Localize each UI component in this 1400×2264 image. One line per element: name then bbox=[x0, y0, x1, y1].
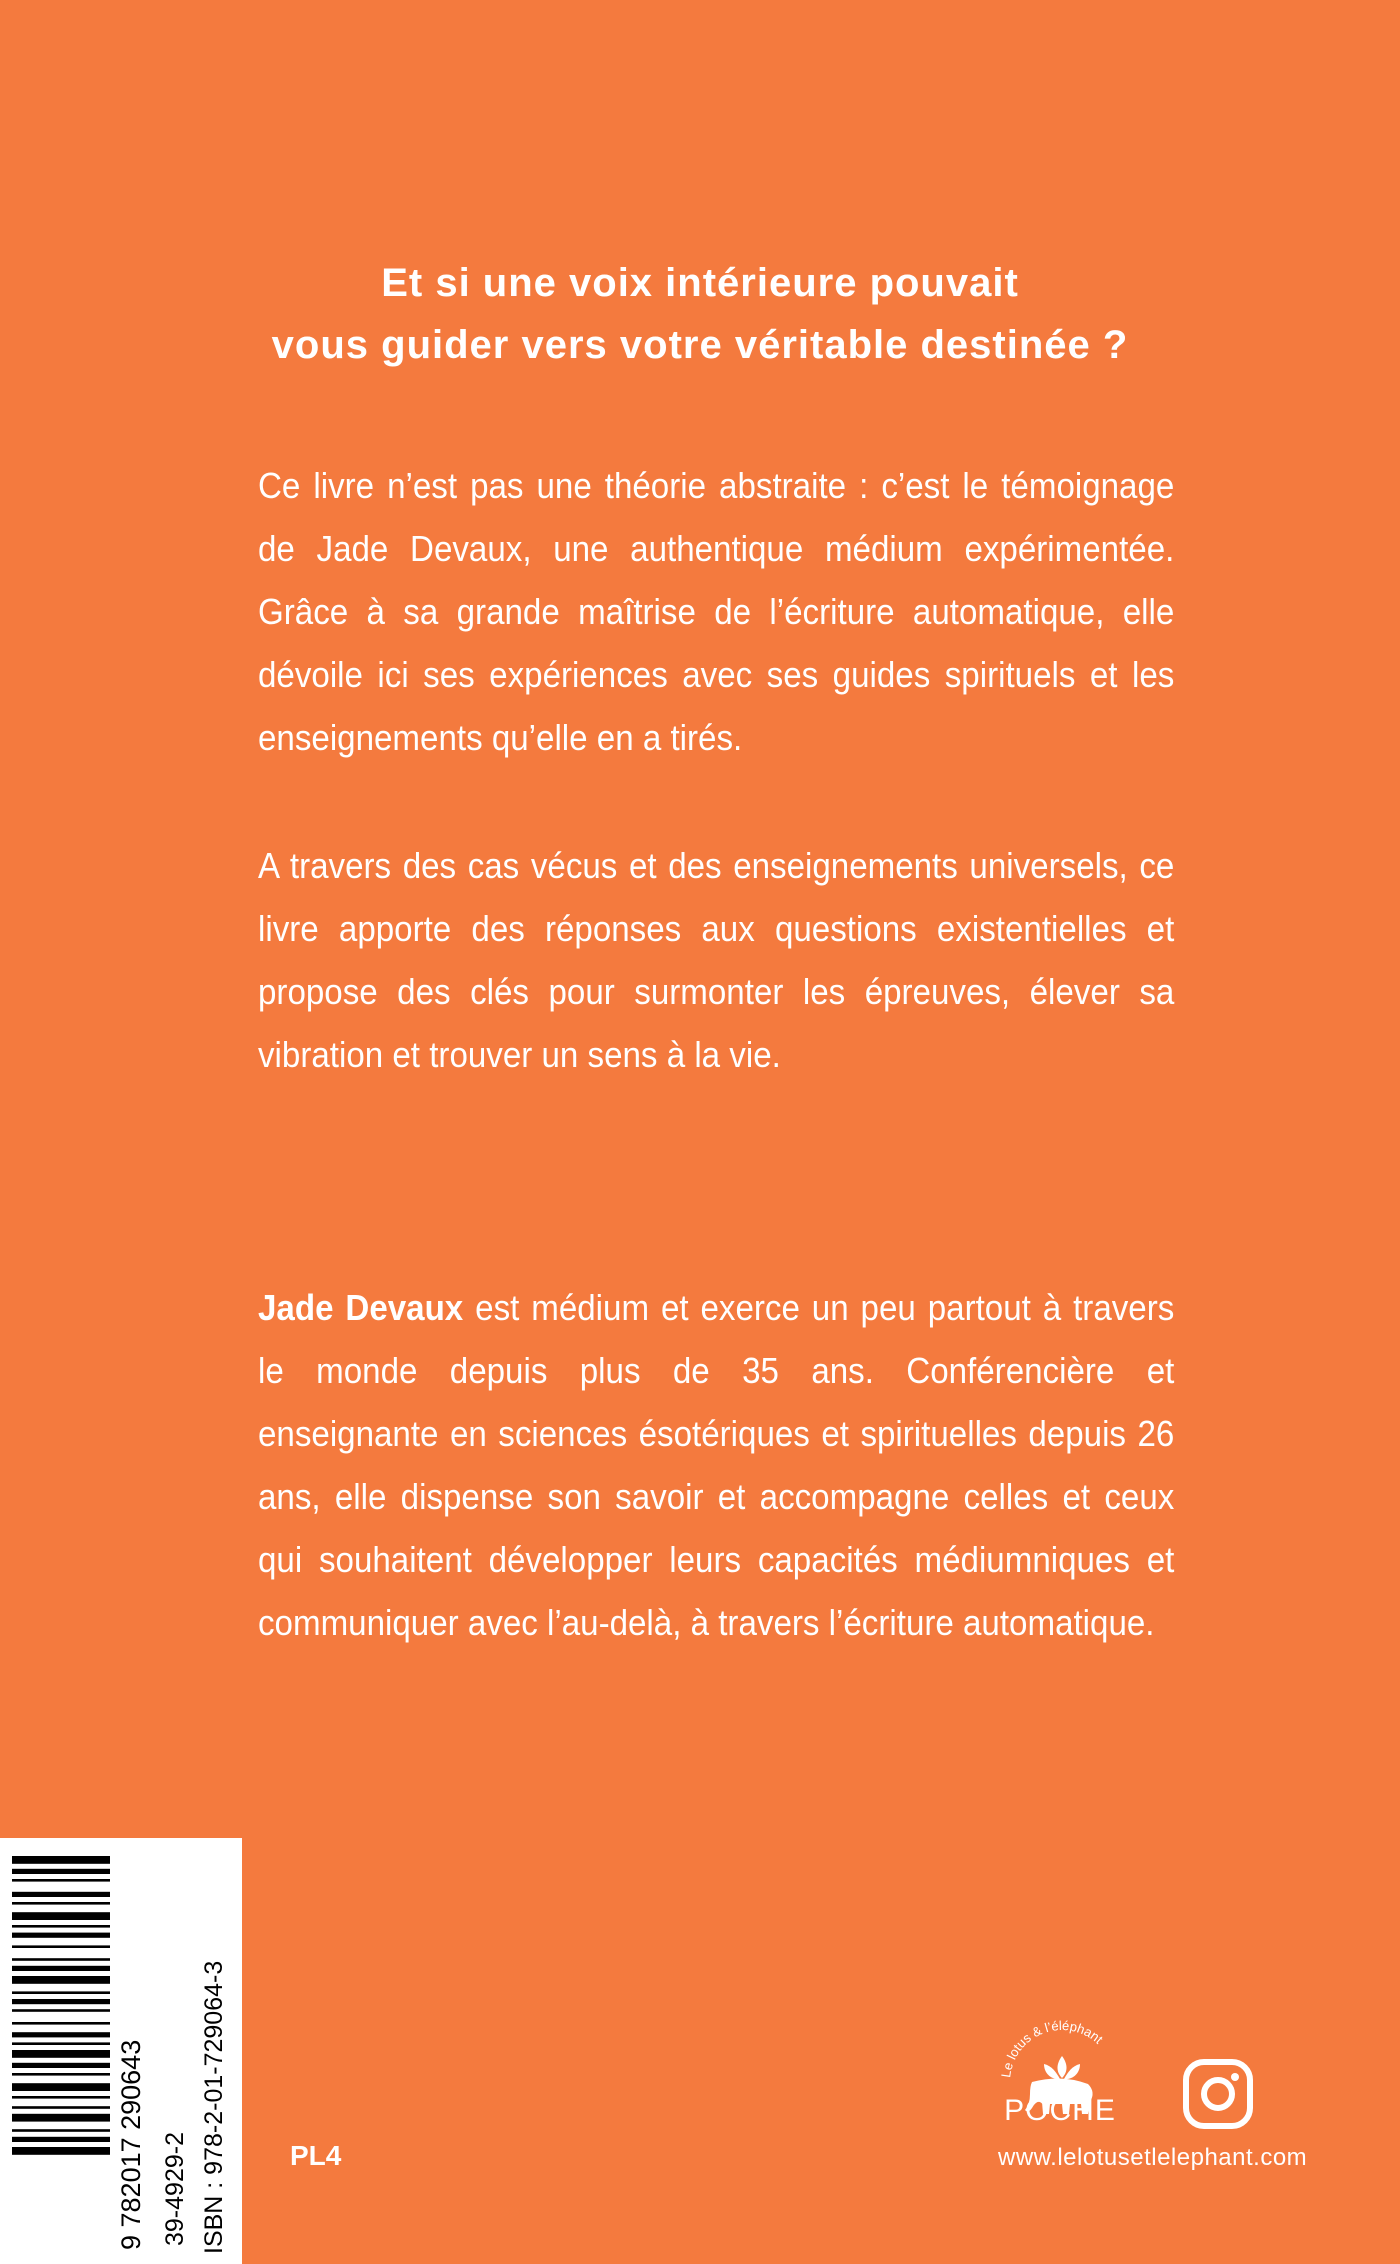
barcode-bars bbox=[12, 1856, 110, 2155]
barcode-bar bbox=[12, 2063, 110, 2068]
barcode-digits: 9 782017 290643 bbox=[116, 2039, 146, 2250]
barcode-bar bbox=[12, 1869, 110, 1874]
barcode-bar bbox=[12, 1933, 110, 1938]
barcode-bar bbox=[12, 2147, 110, 2155]
barcode-bar bbox=[12, 1912, 110, 1920]
barcode-bar bbox=[12, 2022, 110, 2025]
headline-line-1: Et si une voix intérieure pouvait bbox=[381, 261, 1019, 305]
barcode-bar bbox=[12, 2106, 110, 2109]
lotus-icon bbox=[1044, 2056, 1080, 2079]
author-name: Jade Devaux bbox=[258, 1287, 464, 1328]
blurb-paragraph-2: A travers des cas vécus et des enseignements universels, ce livre apporte des réponses aux questions existentielles et propose des clés pour surmonter les épreuves, élever sa vibration et trouver un sens à la vie. bbox=[258, 845, 1175, 1075]
barcode-graphic bbox=[0, 1838, 242, 2264]
barcode-bar bbox=[12, 2073, 110, 2076]
barcode-panel bbox=[0, 1838, 242, 2264]
barcode-bar bbox=[12, 1966, 110, 1971]
imprint-label: POCHE bbox=[1004, 2094, 1116, 2127]
price-code: PL4 bbox=[290, 2140, 342, 2171]
isbn-number: ISBN : 978-2-01-729064-3 bbox=[200, 1960, 228, 2254]
barcode-bar bbox=[12, 1945, 110, 1948]
barcode-bar bbox=[12, 2009, 110, 2012]
instagram-icon[interactable] bbox=[1182, 2058, 1254, 2130]
back-cover-headline bbox=[0, 252, 1400, 376]
barcode-bar bbox=[12, 2137, 110, 2142]
barcode-bar bbox=[12, 1999, 110, 2004]
barcode-bar bbox=[12, 2032, 110, 2037]
author-bio-paragraph bbox=[258, 1276, 1174, 1654]
barcode-bar bbox=[12, 1925, 110, 1928]
barcode-bar bbox=[12, 2083, 110, 2091]
barcode-bar bbox=[12, 2129, 110, 2132]
blurb-paragraph-1: Ce livre n’est pas une théorie abstraite : c’est le témoignage de Jade Devaux, une authentique médium expérimentée. Grâce à sa grande maîtrise de l’écriture automatique, elle dévoile ici ses expériences avec ses guides spirituels et les enseignements qu’elle en a tirés. bbox=[258, 465, 1175, 758]
author-bio-text: est médium et exerce un peu partout à travers le monde depuis plus de 35 ans. Conférencière et enseignante en sciences ésotériques et spirituelles depuis 26 ans, elle dispense son savoir et accompagne celles et ceux qui souhaitent développer leurs capacités médiumniques et communiquer avec l’au-delà, à travers l’écriture automatique. bbox=[258, 1287, 1175, 1643]
publisher-arc-text: Le lotus & l’éléphant bbox=[998, 2017, 1106, 2079]
barcode-bar bbox=[12, 1991, 110, 1994]
barcode-bar bbox=[12, 2096, 110, 2099]
barcode-bar bbox=[12, 1958, 110, 1961]
barcode-bar bbox=[12, 2050, 110, 2058]
barcode-bar bbox=[12, 1856, 110, 1864]
barcode-bar bbox=[12, 2042, 110, 2045]
headline-line-2: vous guider vers votre véritable destinée ? bbox=[271, 323, 1129, 367]
barcode-bar bbox=[12, 1976, 110, 1984]
barcode-code: 39-4929-2 bbox=[161, 2132, 189, 2246]
barcode-bar bbox=[12, 1892, 110, 1897]
publisher-website[interactable]: www.lelotusetlelephant.com bbox=[998, 2144, 1308, 2171]
barcode-bar bbox=[12, 1879, 110, 1882]
barcode-bar bbox=[12, 1902, 110, 1905]
barcode-bar bbox=[12, 2114, 110, 2122]
